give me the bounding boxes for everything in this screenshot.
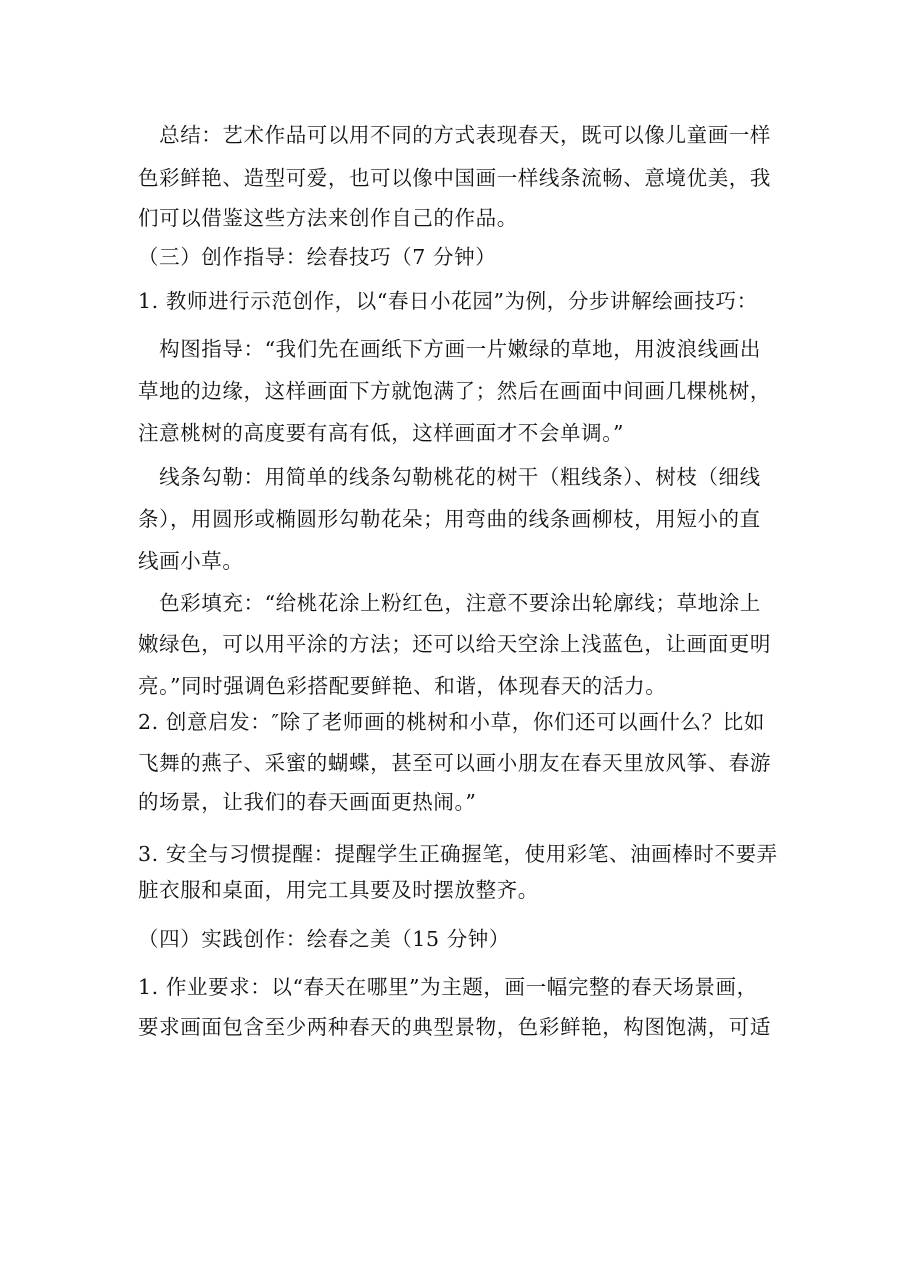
- text-line: 飞舞的燕子、采蜜的蝴蝶，甚至可以画小朋友在春天里放风筝、春游: [138, 751, 771, 775]
- text-line: 的场景，让我们的春天画面更热闹。”: [138, 790, 477, 814]
- text-line: 构图指导：“我们先在画纸下方画一片嫩绿的草地，用波浪线画出: [138, 337, 761, 361]
- text-line: 色彩填充：“给桃花涂上粉红色，注意不要涂出轮廓线；草地涂上: [138, 591, 761, 615]
- section-heading: （三）创作指导：绘春技巧（7 分钟）: [138, 245, 497, 269]
- text-line: 注意桃树的高度要有高有低，这样画面才不会单调。”: [138, 421, 625, 445]
- text-line: 总结：艺术作品可以用不同的方式表现春天，既可以像儿童画一样: [138, 123, 771, 147]
- text-line: 1. 作业要求：以“春天在哪里”为主题，画一幅完整的春天场景画，: [138, 975, 758, 999]
- text-line: 嫩绿色，可以用平涂的方法；还可以给天空涂上浅蓝色，让画面更明: [138, 632, 771, 656]
- section-heading: （四）实践创作：绘春之美（15 分钟）: [138, 927, 511, 951]
- text-line: 线画小草。: [138, 549, 244, 573]
- text-line: 3. 安全与习惯提醒：提醒学生正确握笔，使用彩笔、油画棒时不要弄: [138, 842, 778, 866]
- text-line: 脏衣服和桌面，用完工具要及时摆放整齐。: [138, 878, 539, 902]
- text-line: 条），用圆形或椭圆形勾勒花朵；用弯曲的线条画柳枝，用短小的直: [138, 507, 761, 531]
- text-line: 1. 教师进行示范创作，以“春日小花园”为例，分步讲解绘画技巧：: [138, 289, 758, 313]
- text-line: 色彩鲜艳、造型可爱，也可以像中国画一样线条流畅、意境优美，我: [138, 166, 771, 190]
- text-line: 们可以借鉴这些方法来创作自己的作品。: [138, 206, 518, 230]
- text-line: 线条勾勒：用简单的线条勾勒桃花的树干（粗线条）、树枝（细线: [138, 465, 761, 489]
- text-line: 亮。”同时强调色彩搭配要鲜艳、和谐，体现春天的活力。: [138, 674, 667, 698]
- text-line: 草地的边缘，这样画面下方就饱满了；然后在画面中间画几棵桃树，: [138, 379, 771, 403]
- text-line: 2. 创意启发：″除了老师画的桃树和小草，你们还可以画什么？比如: [138, 710, 765, 734]
- text-line: 要求画面包含至少两种春天的典型景物，色彩鲜艳，构图饱满，可适: [138, 1015, 771, 1039]
